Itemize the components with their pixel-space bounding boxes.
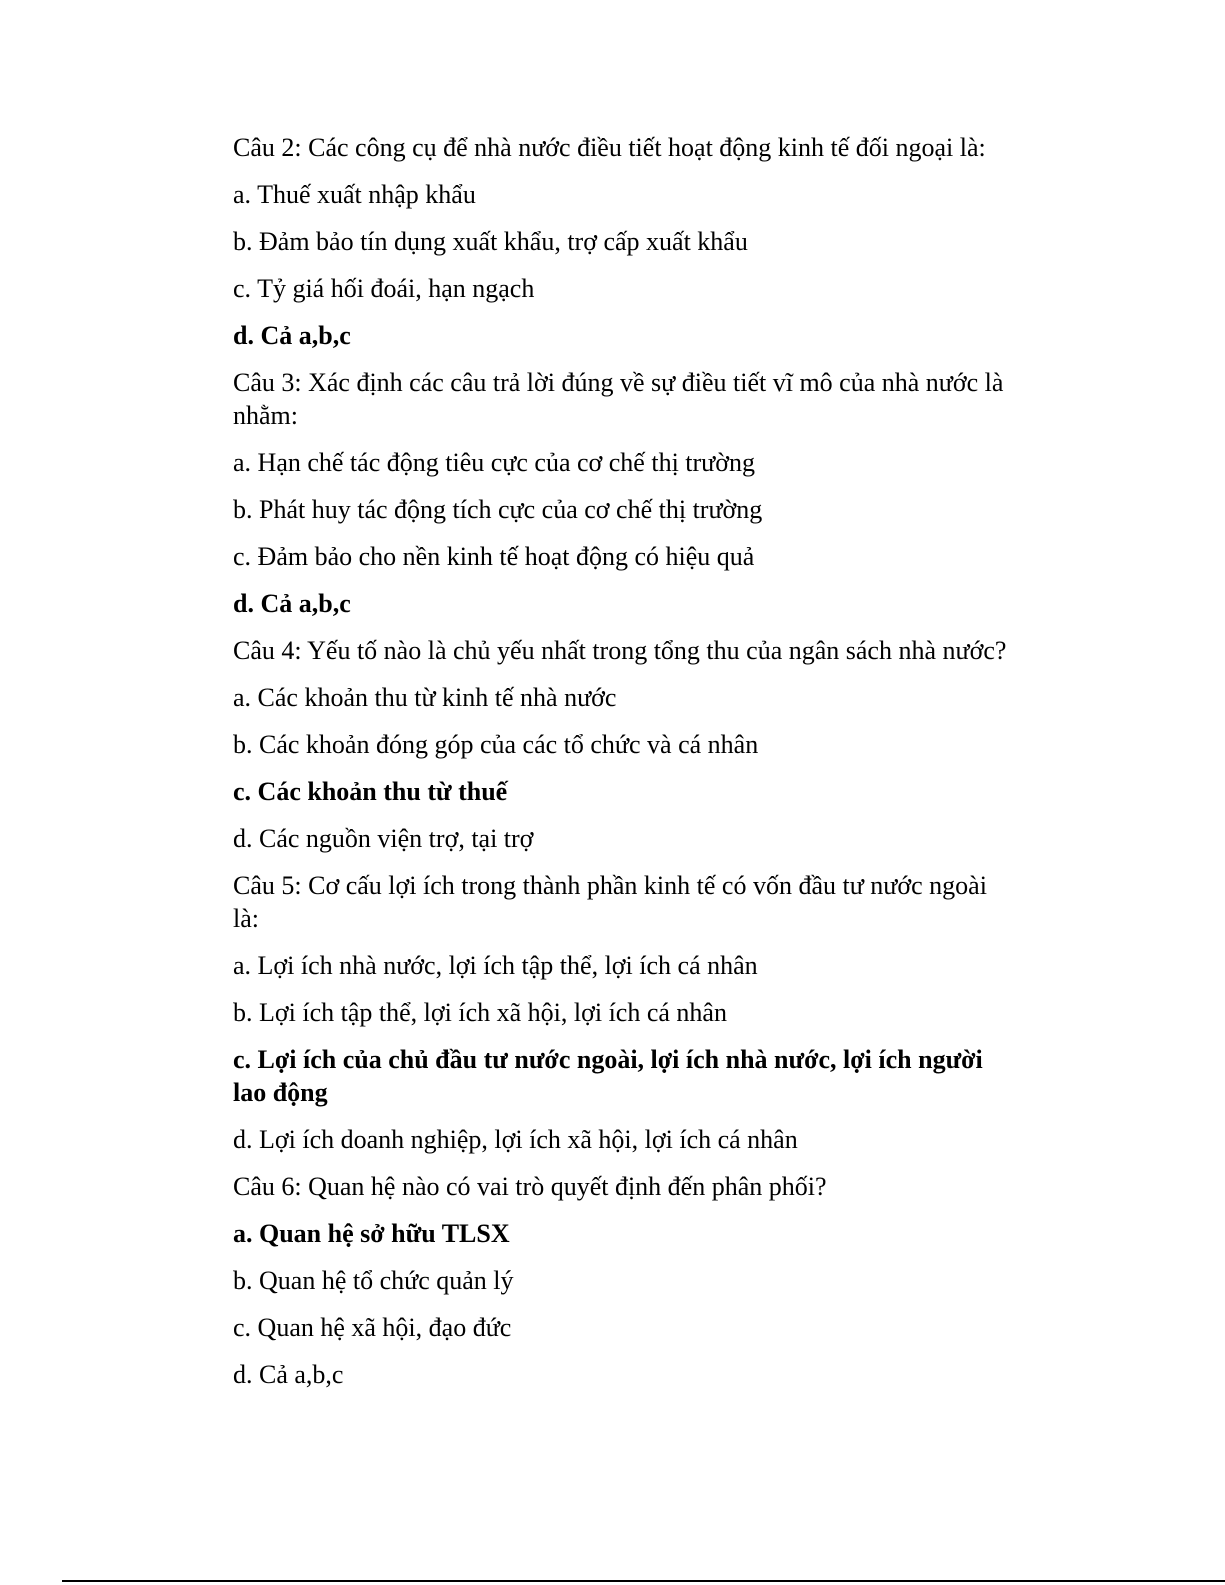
answer-option: c. Quan hệ xã hội, đạo đức bbox=[233, 1313, 512, 1342]
question-prompt: Câu 2: Các công cụ để nhà nước điều tiết hoạt động kinh tế đối ngoại là: bbox=[233, 133, 986, 162]
answer-option: a. Các khoản thu từ kinh tế nhà nước bbox=[233, 683, 617, 712]
answer-option: b. Lợi ích tập thể, lợi ích xã hội, lợi ích cá nhân bbox=[233, 998, 727, 1027]
question-prompt: Câu 4: Yếu tố nào là chủ yếu nhất trong tổng thu của ngân sách nhà nước? bbox=[233, 636, 1007, 665]
question-block bbox=[233, 634, 1013, 855]
answer-option: c. Đảm bảo cho nền kinh tế hoạt động có hiệu quả bbox=[233, 542, 755, 571]
question-prompt: Câu 5: Cơ cấu lợi ích trong thành phần kinh tế có vốn đầu tư nước ngoài là: bbox=[233, 871, 987, 933]
answer-option: d. Cả a,b,c bbox=[233, 1360, 344, 1389]
document-content bbox=[233, 131, 1013, 1405]
answer-option-correct: c. Các khoản thu từ thuế bbox=[233, 777, 508, 806]
answer-option: a. Thuế xuất nhập khẩu bbox=[233, 180, 476, 209]
answer-option: b. Các khoản đóng góp của các tổ chức và cá nhân bbox=[233, 730, 759, 759]
question-block bbox=[233, 366, 1013, 620]
question-prompt: Câu 6: Quan hệ nào có vai trò quyết định đến phân phối? bbox=[233, 1172, 827, 1201]
question-block bbox=[233, 131, 1013, 352]
answer-option-correct: a. Quan hệ sở hữu TLSX bbox=[233, 1219, 510, 1248]
question-block bbox=[233, 869, 1013, 1156]
answer-option: a. Lợi ích nhà nước, lợi ích tập thể, lợi ích cá nhân bbox=[233, 951, 758, 980]
answer-option: b. Quan hệ tổ chức quản lý bbox=[233, 1266, 514, 1295]
page-bottom-rule bbox=[62, 1580, 1225, 1582]
question-prompt: Câu 3: Xác định các câu trả lời đúng về sự điều tiết vĩ mô của nhà nước là nhằm: bbox=[233, 368, 1004, 430]
answer-option: a. Hạn chế tác động tiêu cực của cơ chế thị trường bbox=[233, 448, 756, 477]
answer-option: b. Phát huy tác động tích cực của cơ chế thị trường bbox=[233, 495, 763, 524]
answer-option: c. Tỷ giá hối đoái, hạn ngạch bbox=[233, 274, 535, 303]
answer-option-correct: c. Lợi ích của chủ đầu tư nước ngoài, lợi ích nhà nước, lợi ích người lao động bbox=[233, 1045, 983, 1107]
question-block bbox=[233, 1170, 1013, 1391]
answer-option-correct: d. Cả a,b,c bbox=[233, 321, 351, 350]
answer-option: b. Đảm bảo tín dụng xuất khẩu, trợ cấp xuất khẩu bbox=[233, 227, 748, 256]
answer-option: d. Các nguồn viện trợ, tại trợ bbox=[233, 824, 534, 853]
answer-option-correct: d. Cả a,b,c bbox=[233, 589, 351, 618]
answer-option: d. Lợi ích doanh nghiệp, lợi ích xã hội, lợi ích cá nhân bbox=[233, 1125, 798, 1154]
